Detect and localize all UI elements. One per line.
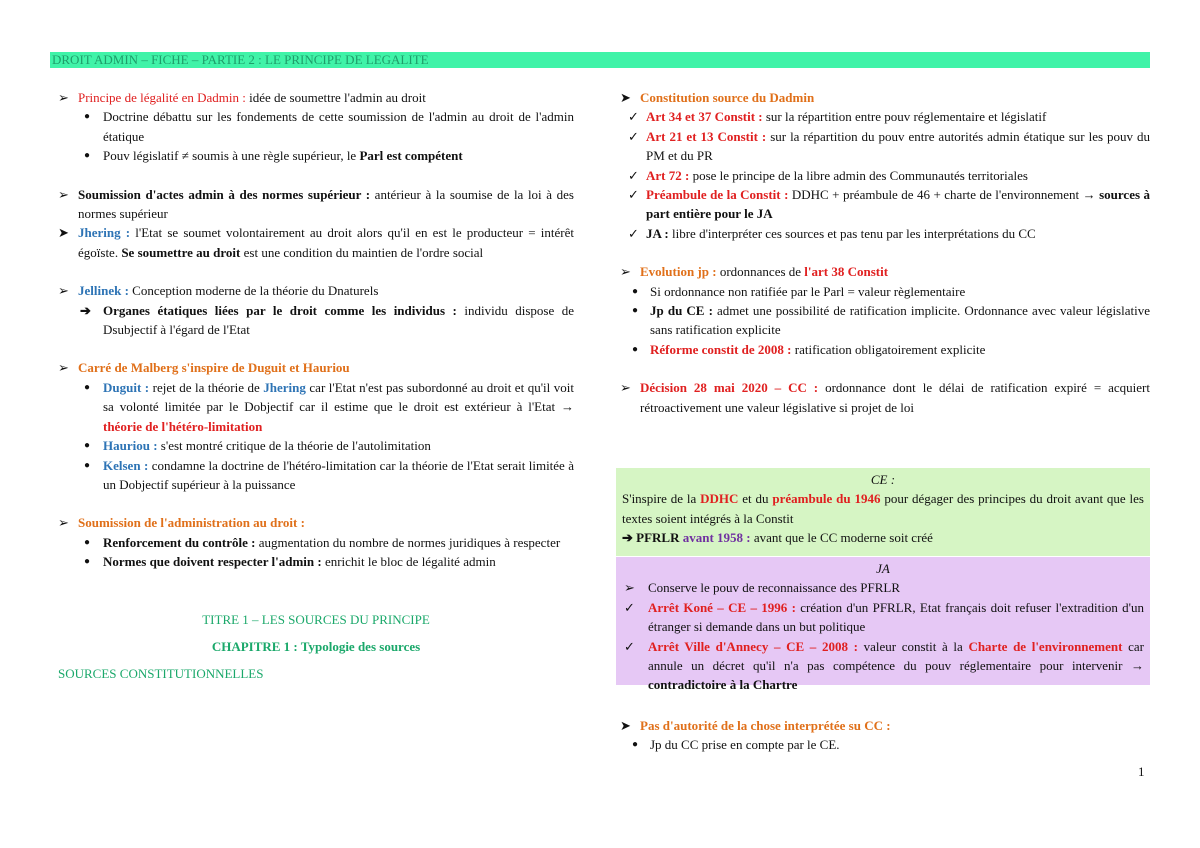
- checkmark-icon: ✓: [628, 225, 639, 241]
- section-decision-2020: ➢ Décision 28 mai 2020 – CC : ordonnance dont le délai de ratification expiré = acquiert rétroactivement une valeur législative si projet de loi: [620, 380, 1150, 415]
- section-principe-legalite: ➢ Principe de légalité en Dadmin : idée de soumettre l'admin au droit ● Doctrine débattu sur les fondements de cette soumission de l'admin au droit de l'admin étatique ● Pouv législatif ≠ soumis à une règle supérieur, le Parl est compétent: [58, 88, 574, 166]
- checkmark-icon: ✓: [628, 187, 639, 203]
- checkmark-icon: ✓: [628, 128, 639, 144]
- dot-bullet-icon: ●: [84, 556, 91, 568]
- dot-bullet-icon: ●: [632, 343, 639, 355]
- title-bar: [50, 52, 1150, 68]
- dot-bullet-icon: ●: [632, 305, 639, 317]
- section-soumission-actes: ➢ Soumission d'actes admin à des normes supérieur : antérieur à la soumise de la loi à des normes supérieur: [58, 186, 574, 222]
- right-arrow-icon: ➔: [80, 302, 91, 318]
- checkmark-icon: ✓: [628, 109, 639, 125]
- arrow-bullet-icon: ➢: [58, 90, 69, 105]
- right-arrow-icon: ➔: [622, 530, 633, 546]
- section-soumission-administration: ➢ Soumission de l'administration au droit : ● Renforcement du contrôle : augmentation du nombre de normes juridiques à respecter ● Normes que doivent respecter l'admin : enrichit le bloc de légalité admin: [58, 513, 574, 571]
- dot-bullet-icon: ●: [84, 150, 91, 162]
- document-title: DROIT ADMIN – FICHE – PARTIE 2 : LE PRINCIPE DE LEGALITE: [52, 52, 429, 67]
- dot-bullet-icon: ●: [632, 739, 639, 751]
- ce-box-title: CE :: [870, 472, 896, 487]
- arrow-bullet-icon: ➢: [620, 380, 631, 396]
- arrow-bullet-icon: ➢: [58, 283, 69, 299]
- dot-bullet-icon: ●: [84, 536, 91, 548]
- ja-box: JA ➢ Conserve le pouv de reconnaissance des PFRLR ✓ Arrêt Koné – CE – 1996 : création d'un PFRLR, Etat français doit refuser l'extradition d'un étranger si demande dans un but politique ✓ Arrêt Ville d'Annecy – CE – 2008 : valeur constit à la Charte de l'environnement car annule un décret qu'il n'a pas compétence du pouv réglementaire pour intervenir → contradictoire à la Chartre: [616, 557, 1150, 685]
- dot-bullet-icon: ●: [84, 459, 91, 471]
- arrow-bullet-icon: ➢: [58, 186, 69, 202]
- chapitre-heading: CHAPITRE 1 : Typologie des sources: [211, 638, 421, 654]
- dot-bullet-icon: ●: [84, 440, 91, 452]
- checkmark-icon: ✓: [624, 638, 635, 654]
- ce-box: CE : S'inspire de la DDHC et du préambule du 1946 pour dégager des principes du droit avant que les textes soient intégrés à la Constit ➔ PFRLR avant 1958 : avant que le CC moderne soit créé: [616, 468, 1150, 556]
- section-evolution-jp: ➢ Evolution jp : ordonnances de l'art 38 Constit ● Si ordonnance non ratifiée par le Parl = valeur règlementaire ● Jp du CE : admet une possibilité de ratification implicite. Ordonnance avec valeur législative sans ratification explicite ● Réforme constit de 2008 : ratification obligatoirement explicite: [620, 262, 1150, 359]
- arrow-bullet-icon: ➢: [58, 515, 69, 531]
- ja-box-title: JA: [876, 561, 890, 576]
- arrow-bullet-icon: ➤: [620, 718, 631, 733]
- section-autorite-chose-interpretee: ➤ Pas d'autorité de la chose interprétée su CC : ● Jp du CC prise en compte par le CE.: [620, 716, 1150, 755]
- section-jellinek: ➢ Jellinek : Conception moderne de la théorie du Dnaturels ➔ Organes étatiques liées par le droit comme les individus : individu dispose de Dsubjectif à l'égard de l'Etat: [58, 283, 575, 338]
- right-column: [620, 88, 1150, 417]
- checkmark-icon: ✓: [628, 167, 639, 183]
- section-jhering: ➤ Jhering : l'Etat se soumet volontairement au droit alors qu'il en est le producteur = intérêt égoïste. Se soumettre au droit est une condition du maintien de l'ordre social: [58, 225, 574, 260]
- titre-heading: TITRE 1 – LES SOURCES DU PRINCIPE: [202, 611, 430, 627]
- section-carre-de-malberg: ➢ Carré de Malberg s'inspire de Duguit et Hauriou ● Duguit : rejet de la théorie de Jhering car l'Etat n'est pas subordonné au droit et qu'il voit sa volonté limitée par le Dobjectif car il estime que le droit est extérieur à l'Etat → théorie de l'hétéro-limitation ● Hauriou : s'est montré critique de la théorie de l'autolimitation ● Kelsen : condamne la doctrine de l'hétéro-limitation car la théorie de l'Etat serait limitée à un Dobjectif supérieur à la puissance: [58, 360, 574, 492]
- sources-heading: SOURCES CONSTITUTIONNELLES: [58, 666, 264, 682]
- arrow-bullet-icon: ➢: [624, 580, 635, 596]
- arrow-bullet-icon: ➢: [620, 264, 631, 280]
- section-constitution-source: ➤ Constitution source du Dadmin ✓ Art 34 et 37 Constit : sur la répartition entre pouv réglementaire et législatif ✓ Art 21 et 13 Constit : sur la répartition du pouv entre autorités admin étatique sur les pouv du PM et du PR ✓ Art 72 : pose le principe de la libre admin des Communautés territoriales ✓ Préambule de la Constit : DDHC + préambule de 46 + charte de l'environnement → sources à part entière pour le JA ✓ JA : libre d'interpréter ces sources et pas tenu par les interprétations du CC: [620, 88, 1150, 243]
- arrow-bullet-icon: ➤: [58, 225, 69, 241]
- dot-bullet-icon: ●: [632, 285, 639, 297]
- page-number: 1: [1138, 764, 1145, 779]
- left-column: [58, 88, 574, 684]
- checkmark-icon: ✓: [624, 599, 635, 615]
- arrow-bullet-icon: ➤: [620, 90, 631, 105]
- arrow-bullet-icon: ➢: [58, 360, 69, 376]
- dot-bullet-icon: ●: [84, 111, 91, 123]
- dot-bullet-icon: ●: [84, 381, 91, 393]
